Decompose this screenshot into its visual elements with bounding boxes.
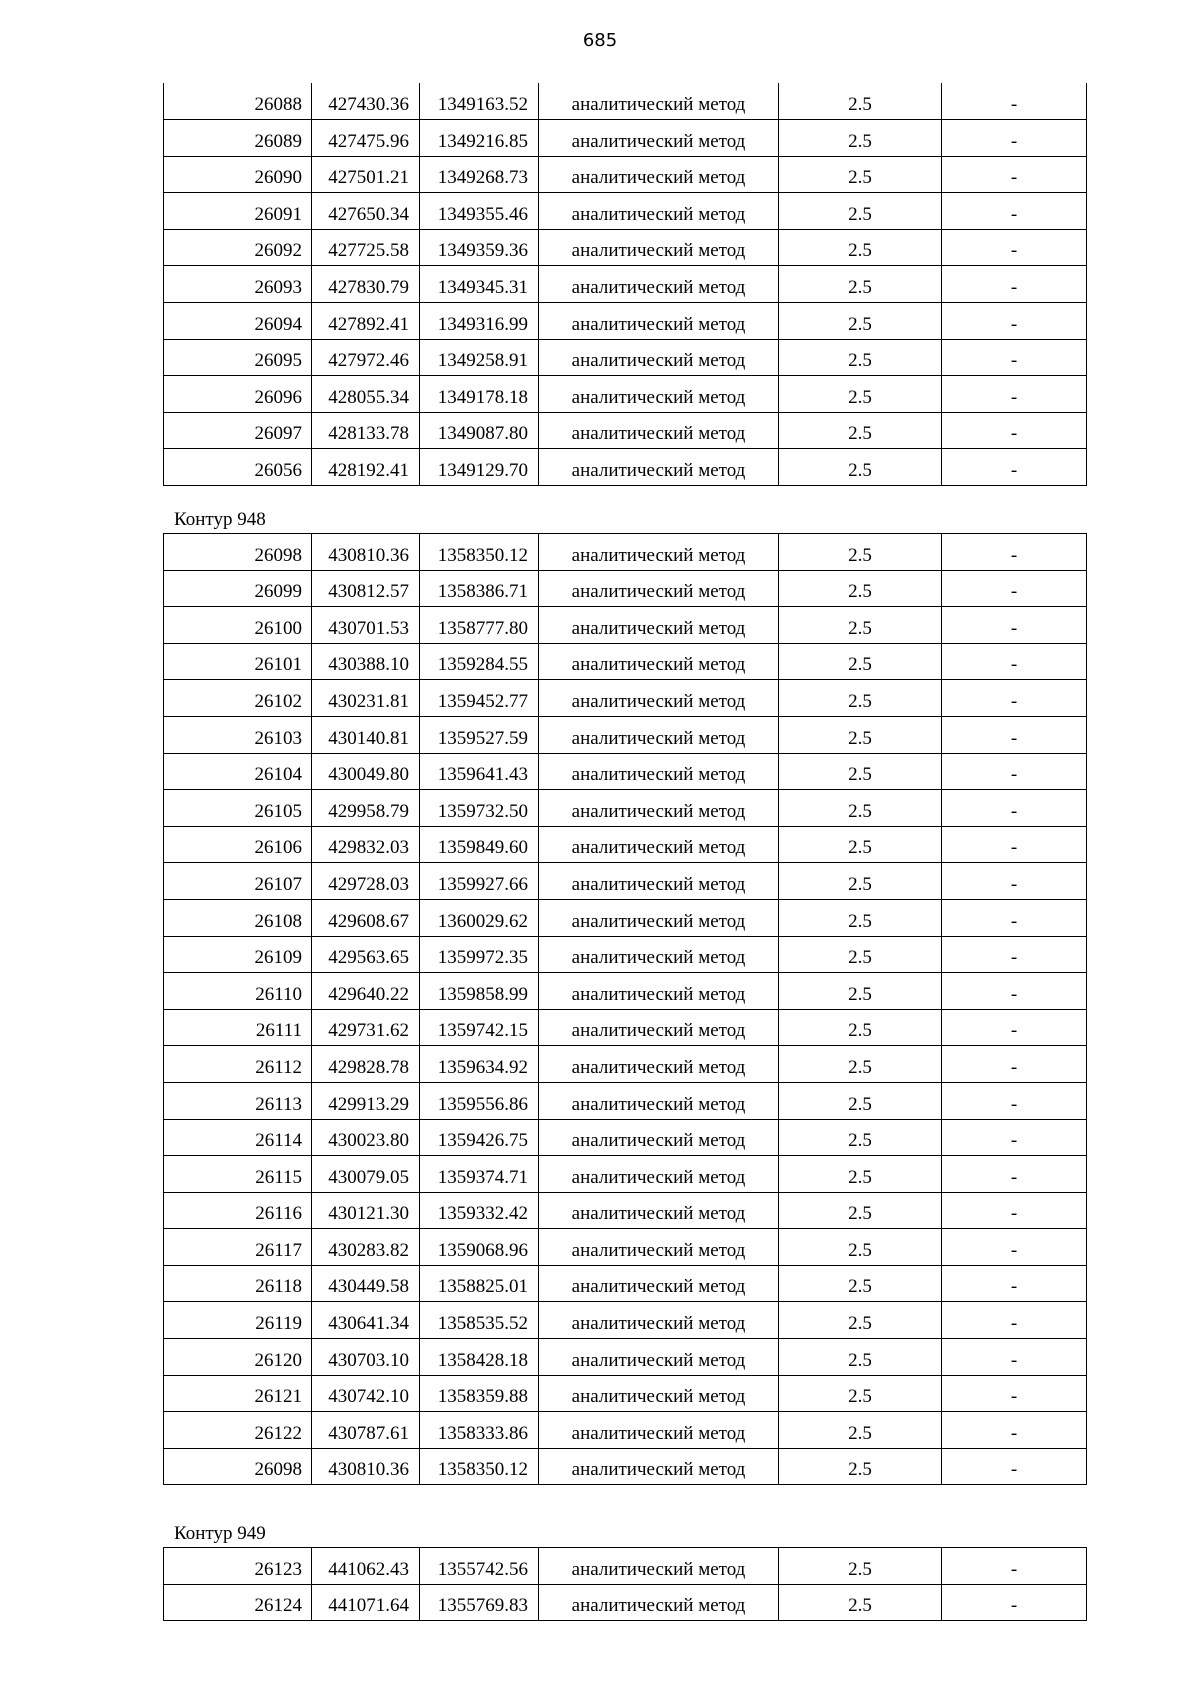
x-coordinate-cell: 430388.10 bbox=[312, 643, 420, 680]
table-row bbox=[164, 753, 1087, 790]
method-cell: аналитический метод bbox=[539, 790, 779, 827]
table-row bbox=[164, 1192, 1087, 1229]
point-number-cell: 26114 bbox=[164, 1119, 312, 1156]
note-cell: - bbox=[942, 753, 1087, 790]
y-coordinate-cell: 1358386.71 bbox=[420, 570, 539, 607]
accuracy-cell: 2.5 bbox=[779, 534, 942, 571]
note-cell: - bbox=[942, 1009, 1087, 1046]
point-number-cell: 26120 bbox=[164, 1339, 312, 1376]
note-cell: - bbox=[942, 193, 1087, 230]
method-cell: аналитический метод bbox=[539, 1548, 779, 1585]
point-number-cell: 26088 bbox=[164, 83, 312, 120]
note-cell: - bbox=[942, 936, 1087, 973]
note-cell: - bbox=[942, 973, 1087, 1010]
x-coordinate-cell: 428133.78 bbox=[312, 412, 420, 449]
method-cell: аналитический метод bbox=[539, 303, 779, 340]
method-cell: аналитический метод bbox=[539, 570, 779, 607]
accuracy-cell: 2.5 bbox=[779, 1412, 942, 1449]
x-coordinate-cell: 427650.34 bbox=[312, 193, 420, 230]
note-cell: - bbox=[942, 570, 1087, 607]
x-coordinate-cell: 430023.80 bbox=[312, 1119, 420, 1156]
table-row bbox=[164, 1302, 1087, 1339]
method-cell: аналитический метод bbox=[539, 1448, 779, 1485]
point-number-cell: 26110 bbox=[164, 973, 312, 1010]
method-cell: аналитический метод bbox=[539, 1082, 779, 1119]
table-row bbox=[164, 1119, 1087, 1156]
table-row bbox=[164, 1265, 1087, 1302]
accuracy-cell: 2.5 bbox=[779, 156, 942, 193]
method-cell: аналитический метод bbox=[539, 1302, 779, 1339]
point-number-cell: 26098 bbox=[164, 534, 312, 571]
method-cell: аналитический метод bbox=[539, 753, 779, 790]
y-coordinate-cell: 1349216.85 bbox=[420, 120, 539, 157]
y-coordinate-cell: 1359927.66 bbox=[420, 863, 539, 900]
x-coordinate-cell: 430810.36 bbox=[312, 1448, 420, 1485]
accuracy-cell: 2.5 bbox=[779, 83, 942, 120]
accuracy-cell: 2.5 bbox=[779, 412, 942, 449]
method-cell: аналитический метод bbox=[539, 863, 779, 900]
method-cell: аналитический метод bbox=[539, 1156, 779, 1193]
point-number-cell: 26116 bbox=[164, 1192, 312, 1229]
method-cell: аналитический метод bbox=[539, 534, 779, 571]
accuracy-cell: 2.5 bbox=[779, 1375, 942, 1412]
accuracy-cell: 2.5 bbox=[779, 303, 942, 340]
method-cell: аналитический метод bbox=[539, 1229, 779, 1266]
accuracy-cell: 2.5 bbox=[779, 376, 942, 413]
y-coordinate-cell: 1349345.31 bbox=[420, 266, 539, 303]
accuracy-cell: 2.5 bbox=[779, 1156, 942, 1193]
y-coordinate-cell: 1359742.15 bbox=[420, 1009, 539, 1046]
table-row bbox=[164, 412, 1087, 449]
y-coordinate-cell: 1349268.73 bbox=[420, 156, 539, 193]
method-cell: аналитический метод bbox=[539, 643, 779, 680]
point-number-cell: 26113 bbox=[164, 1082, 312, 1119]
note-cell: - bbox=[942, 680, 1087, 717]
accuracy-cell: 2.5 bbox=[779, 753, 942, 790]
point-number-cell: 26099 bbox=[164, 570, 312, 607]
x-coordinate-cell: 429728.03 bbox=[312, 863, 420, 900]
note-cell: - bbox=[942, 607, 1087, 644]
accuracy-cell: 2.5 bbox=[779, 790, 942, 827]
table-row bbox=[164, 1548, 1087, 1585]
note-cell: - bbox=[942, 790, 1087, 827]
y-coordinate-cell: 1349163.52 bbox=[420, 83, 539, 120]
y-coordinate-cell: 1358777.80 bbox=[420, 607, 539, 644]
y-coordinate-cell: 1358428.18 bbox=[420, 1339, 539, 1376]
x-coordinate-cell: 430449.58 bbox=[312, 1265, 420, 1302]
y-coordinate-cell: 1359332.42 bbox=[420, 1192, 539, 1229]
note-cell: - bbox=[942, 534, 1087, 571]
y-coordinate-cell: 1359556.86 bbox=[420, 1082, 539, 1119]
note-cell: - bbox=[942, 1448, 1087, 1485]
y-coordinate-cell: 1349178.18 bbox=[420, 376, 539, 413]
table-row bbox=[164, 193, 1087, 230]
accuracy-cell: 2.5 bbox=[779, 936, 942, 973]
section-label-contour-949: Контур 949 bbox=[174, 1523, 266, 1544]
point-number-cell: 26118 bbox=[164, 1265, 312, 1302]
note-cell: - bbox=[942, 266, 1087, 303]
table-row bbox=[164, 449, 1087, 486]
x-coordinate-cell: 430283.82 bbox=[312, 1229, 420, 1266]
accuracy-cell: 2.5 bbox=[779, 449, 942, 486]
x-coordinate-cell: 429608.67 bbox=[312, 899, 420, 936]
note-cell: - bbox=[942, 863, 1087, 900]
x-coordinate-cell: 430742.10 bbox=[312, 1375, 420, 1412]
y-coordinate-cell: 1359374.71 bbox=[420, 1156, 539, 1193]
y-coordinate-cell: 1359732.50 bbox=[420, 790, 539, 827]
x-coordinate-cell: 427892.41 bbox=[312, 303, 420, 340]
x-coordinate-cell: 429828.78 bbox=[312, 1046, 420, 1083]
table-row bbox=[164, 1082, 1087, 1119]
point-number-cell: 26112 bbox=[164, 1046, 312, 1083]
method-cell: аналитический метод bbox=[539, 120, 779, 157]
note-cell: - bbox=[942, 1339, 1087, 1376]
point-number-cell: 26097 bbox=[164, 412, 312, 449]
note-cell: - bbox=[942, 449, 1087, 486]
accuracy-cell: 2.5 bbox=[779, 339, 942, 376]
x-coordinate-cell: 429958.79 bbox=[312, 790, 420, 827]
point-number-cell: 26095 bbox=[164, 339, 312, 376]
table-row bbox=[164, 1009, 1087, 1046]
y-coordinate-cell: 1359972.35 bbox=[420, 936, 539, 973]
table-row bbox=[164, 229, 1087, 266]
note-cell: - bbox=[942, 1302, 1087, 1339]
y-coordinate-cell: 1359527.59 bbox=[420, 716, 539, 753]
point-number-cell: 26121 bbox=[164, 1375, 312, 1412]
accuracy-cell: 2.5 bbox=[779, 973, 942, 1010]
table-row bbox=[164, 1046, 1087, 1083]
note-cell: - bbox=[942, 1229, 1087, 1266]
method-cell: аналитический метод bbox=[539, 973, 779, 1010]
accuracy-cell: 2.5 bbox=[779, 266, 942, 303]
note-cell: - bbox=[942, 716, 1087, 753]
x-coordinate-cell: 429640.22 bbox=[312, 973, 420, 1010]
accuracy-cell: 2.5 bbox=[779, 1302, 942, 1339]
y-coordinate-cell: 1359426.75 bbox=[420, 1119, 539, 1156]
x-coordinate-cell: 430703.10 bbox=[312, 1339, 420, 1376]
y-coordinate-cell: 1349316.99 bbox=[420, 303, 539, 340]
table-row bbox=[164, 716, 1087, 753]
note-cell: - bbox=[942, 120, 1087, 157]
method-cell: аналитический метод bbox=[539, 1119, 779, 1156]
point-number-cell: 26117 bbox=[164, 1229, 312, 1266]
y-coordinate-cell: 1349258.91 bbox=[420, 339, 539, 376]
accuracy-cell: 2.5 bbox=[779, 716, 942, 753]
method-cell: аналитический метод bbox=[539, 229, 779, 266]
method-cell: аналитический метод bbox=[539, 1584, 779, 1621]
x-coordinate-cell: 430231.81 bbox=[312, 680, 420, 717]
x-coordinate-cell: 430701.53 bbox=[312, 607, 420, 644]
point-number-cell: 26101 bbox=[164, 643, 312, 680]
method-cell: аналитический метод bbox=[539, 1046, 779, 1083]
method-cell: аналитический метод bbox=[539, 826, 779, 863]
method-cell: аналитический метод bbox=[539, 266, 779, 303]
table-row bbox=[164, 899, 1087, 936]
y-coordinate-cell: 1349359.36 bbox=[420, 229, 539, 266]
table-row bbox=[164, 973, 1087, 1010]
x-coordinate-cell: 429913.29 bbox=[312, 1082, 420, 1119]
note-cell: - bbox=[942, 1046, 1087, 1083]
point-number-cell: 26107 bbox=[164, 863, 312, 900]
accuracy-cell: 2.5 bbox=[779, 1046, 942, 1083]
table-row bbox=[164, 1156, 1087, 1193]
x-coordinate-cell: 430121.30 bbox=[312, 1192, 420, 1229]
method-cell: аналитический метод bbox=[539, 1412, 779, 1449]
note-cell: - bbox=[942, 1156, 1087, 1193]
note-cell: - bbox=[942, 1265, 1087, 1302]
method-cell: аналитический метод bbox=[539, 449, 779, 486]
note-cell: - bbox=[942, 303, 1087, 340]
method-cell: аналитический метод bbox=[539, 680, 779, 717]
y-coordinate-cell: 1358350.12 bbox=[420, 1448, 539, 1485]
x-coordinate-cell: 441071.64 bbox=[312, 1584, 420, 1621]
y-coordinate-cell: 1359452.77 bbox=[420, 680, 539, 717]
accuracy-cell: 2.5 bbox=[779, 680, 942, 717]
point-number-cell: 26104 bbox=[164, 753, 312, 790]
note-cell: - bbox=[942, 229, 1087, 266]
x-coordinate-cell: 428055.34 bbox=[312, 376, 420, 413]
y-coordinate-cell: 1355742.56 bbox=[420, 1548, 539, 1585]
note-cell: - bbox=[942, 1119, 1087, 1156]
note-cell: - bbox=[942, 899, 1087, 936]
point-number-cell: 26096 bbox=[164, 376, 312, 413]
table-row bbox=[164, 1339, 1087, 1376]
x-coordinate-cell: 430812.57 bbox=[312, 570, 420, 607]
x-coordinate-cell: 430787.61 bbox=[312, 1412, 420, 1449]
point-number-cell: 26115 bbox=[164, 1156, 312, 1193]
y-coordinate-cell: 1349087.80 bbox=[420, 412, 539, 449]
table-row bbox=[164, 1375, 1087, 1412]
x-coordinate-cell: 430641.34 bbox=[312, 1302, 420, 1339]
note-cell: - bbox=[942, 1082, 1087, 1119]
note-cell: - bbox=[942, 156, 1087, 193]
table-row bbox=[164, 339, 1087, 376]
point-number-cell: 26124 bbox=[164, 1584, 312, 1621]
point-number-cell: 26100 bbox=[164, 607, 312, 644]
y-coordinate-cell: 1359068.96 bbox=[420, 1229, 539, 1266]
point-number-cell: 26122 bbox=[164, 1412, 312, 1449]
method-cell: аналитический метод bbox=[539, 1192, 779, 1229]
method-cell: аналитический метод bbox=[539, 1265, 779, 1302]
table-row bbox=[164, 680, 1087, 717]
y-coordinate-cell: 1355769.83 bbox=[420, 1584, 539, 1621]
note-cell: - bbox=[942, 1412, 1087, 1449]
note-cell: - bbox=[942, 643, 1087, 680]
x-coordinate-cell: 427501.21 bbox=[312, 156, 420, 193]
table-row bbox=[164, 1448, 1087, 1485]
note-cell: - bbox=[942, 83, 1087, 120]
x-coordinate-cell: 430049.80 bbox=[312, 753, 420, 790]
x-coordinate-cell: 429731.62 bbox=[312, 1009, 420, 1046]
table-row bbox=[164, 936, 1087, 973]
point-number-cell: 26092 bbox=[164, 229, 312, 266]
point-number-cell: 26093 bbox=[164, 266, 312, 303]
y-coordinate-cell: 1360029.62 bbox=[420, 899, 539, 936]
y-coordinate-cell: 1349355.46 bbox=[420, 193, 539, 230]
coordinates-table-1 bbox=[163, 83, 1087, 486]
method-cell: аналитический метод bbox=[539, 412, 779, 449]
x-coordinate-cell: 430140.81 bbox=[312, 716, 420, 753]
accuracy-cell: 2.5 bbox=[779, 229, 942, 266]
point-number-cell: 26109 bbox=[164, 936, 312, 973]
method-cell: аналитический метод bbox=[539, 1009, 779, 1046]
note-cell: - bbox=[942, 1375, 1087, 1412]
table-row bbox=[164, 790, 1087, 827]
method-cell: аналитический метод bbox=[539, 899, 779, 936]
table-row bbox=[164, 863, 1087, 900]
y-coordinate-cell: 1358535.52 bbox=[420, 1302, 539, 1339]
x-coordinate-cell: 429563.65 bbox=[312, 936, 420, 973]
table-row bbox=[164, 534, 1087, 571]
method-cell: аналитический метод bbox=[539, 716, 779, 753]
point-number-cell: 26098 bbox=[164, 1448, 312, 1485]
y-coordinate-cell: 1358350.12 bbox=[420, 534, 539, 571]
table-row bbox=[164, 570, 1087, 607]
method-cell: аналитический метод bbox=[539, 339, 779, 376]
accuracy-cell: 2.5 bbox=[779, 643, 942, 680]
point-number-cell: 26106 bbox=[164, 826, 312, 863]
x-coordinate-cell: 427972.46 bbox=[312, 339, 420, 376]
point-number-cell: 26102 bbox=[164, 680, 312, 717]
note-cell: - bbox=[942, 339, 1087, 376]
page-number: 685 bbox=[582, 30, 618, 51]
accuracy-cell: 2.5 bbox=[779, 863, 942, 900]
accuracy-cell: 2.5 bbox=[779, 1229, 942, 1266]
note-cell: - bbox=[942, 1548, 1087, 1585]
point-number-cell: 26105 bbox=[164, 790, 312, 827]
note-cell: - bbox=[942, 1584, 1087, 1621]
point-number-cell: 26089 bbox=[164, 120, 312, 157]
accuracy-cell: 2.5 bbox=[779, 1119, 942, 1156]
accuracy-cell: 2.5 bbox=[779, 193, 942, 230]
table-row bbox=[164, 376, 1087, 413]
accuracy-cell: 2.5 bbox=[779, 1265, 942, 1302]
y-coordinate-cell: 1358359.88 bbox=[420, 1375, 539, 1412]
x-coordinate-cell: 427475.96 bbox=[312, 120, 420, 157]
x-coordinate-cell: 429832.03 bbox=[312, 826, 420, 863]
note-cell: - bbox=[942, 826, 1087, 863]
section-label-contour-948: Контур 948 bbox=[174, 509, 266, 530]
method-cell: аналитический метод bbox=[539, 376, 779, 413]
accuracy-cell: 2.5 bbox=[779, 1009, 942, 1046]
accuracy-cell: 2.5 bbox=[779, 899, 942, 936]
point-number-cell: 26103 bbox=[164, 716, 312, 753]
method-cell: аналитический метод bbox=[539, 156, 779, 193]
y-coordinate-cell: 1359858.99 bbox=[420, 973, 539, 1010]
point-number-cell: 26108 bbox=[164, 899, 312, 936]
x-coordinate-cell: 441062.43 bbox=[312, 1548, 420, 1585]
method-cell: аналитический метод bbox=[539, 607, 779, 644]
accuracy-cell: 2.5 bbox=[779, 1548, 942, 1585]
accuracy-cell: 2.5 bbox=[779, 120, 942, 157]
point-number-cell: 26091 bbox=[164, 193, 312, 230]
note-cell: - bbox=[942, 412, 1087, 449]
accuracy-cell: 2.5 bbox=[779, 607, 942, 644]
accuracy-cell: 2.5 bbox=[779, 1584, 942, 1621]
table-row bbox=[164, 826, 1087, 863]
table-row bbox=[164, 1584, 1087, 1621]
method-cell: аналитический метод bbox=[539, 1339, 779, 1376]
point-number-cell: 26090 bbox=[164, 156, 312, 193]
y-coordinate-cell: 1359284.55 bbox=[420, 643, 539, 680]
coordinates-table-contour-948 bbox=[163, 533, 1087, 1485]
table-row bbox=[164, 83, 1087, 120]
point-number-cell: 26123 bbox=[164, 1548, 312, 1585]
accuracy-cell: 2.5 bbox=[779, 1082, 942, 1119]
point-number-cell: 26111 bbox=[164, 1009, 312, 1046]
accuracy-cell: 2.5 bbox=[779, 1339, 942, 1376]
x-coordinate-cell: 430079.05 bbox=[312, 1156, 420, 1193]
y-coordinate-cell: 1349129.70 bbox=[420, 449, 539, 486]
note-cell: - bbox=[942, 1192, 1087, 1229]
method-cell: аналитический метод bbox=[539, 936, 779, 973]
point-number-cell: 26094 bbox=[164, 303, 312, 340]
table-row bbox=[164, 1412, 1087, 1449]
x-coordinate-cell: 427830.79 bbox=[312, 266, 420, 303]
table-row bbox=[164, 120, 1087, 157]
accuracy-cell: 2.5 bbox=[779, 570, 942, 607]
x-coordinate-cell: 427430.36 bbox=[312, 83, 420, 120]
coordinates-table-contour-949 bbox=[163, 1547, 1087, 1621]
table-row bbox=[164, 643, 1087, 680]
x-coordinate-cell: 430810.36 bbox=[312, 534, 420, 571]
point-number-cell: 26119 bbox=[164, 1302, 312, 1339]
y-coordinate-cell: 1358825.01 bbox=[420, 1265, 539, 1302]
method-cell: аналитический метод bbox=[539, 83, 779, 120]
note-cell: - bbox=[942, 376, 1087, 413]
method-cell: аналитический метод bbox=[539, 193, 779, 230]
x-coordinate-cell: 427725.58 bbox=[312, 229, 420, 266]
table-row bbox=[164, 303, 1087, 340]
table-row bbox=[164, 266, 1087, 303]
point-number-cell: 26056 bbox=[164, 449, 312, 486]
x-coordinate-cell: 428192.41 bbox=[312, 449, 420, 486]
y-coordinate-cell: 1359634.92 bbox=[420, 1046, 539, 1083]
accuracy-cell: 2.5 bbox=[779, 1448, 942, 1485]
y-coordinate-cell: 1359641.43 bbox=[420, 753, 539, 790]
accuracy-cell: 2.5 bbox=[779, 826, 942, 863]
method-cell: аналитический метод bbox=[539, 1375, 779, 1412]
table-row bbox=[164, 156, 1087, 193]
y-coordinate-cell: 1358333.86 bbox=[420, 1412, 539, 1449]
table-row bbox=[164, 1229, 1087, 1266]
accuracy-cell: 2.5 bbox=[779, 1192, 942, 1229]
y-coordinate-cell: 1359849.60 bbox=[420, 826, 539, 863]
table-row bbox=[164, 607, 1087, 644]
